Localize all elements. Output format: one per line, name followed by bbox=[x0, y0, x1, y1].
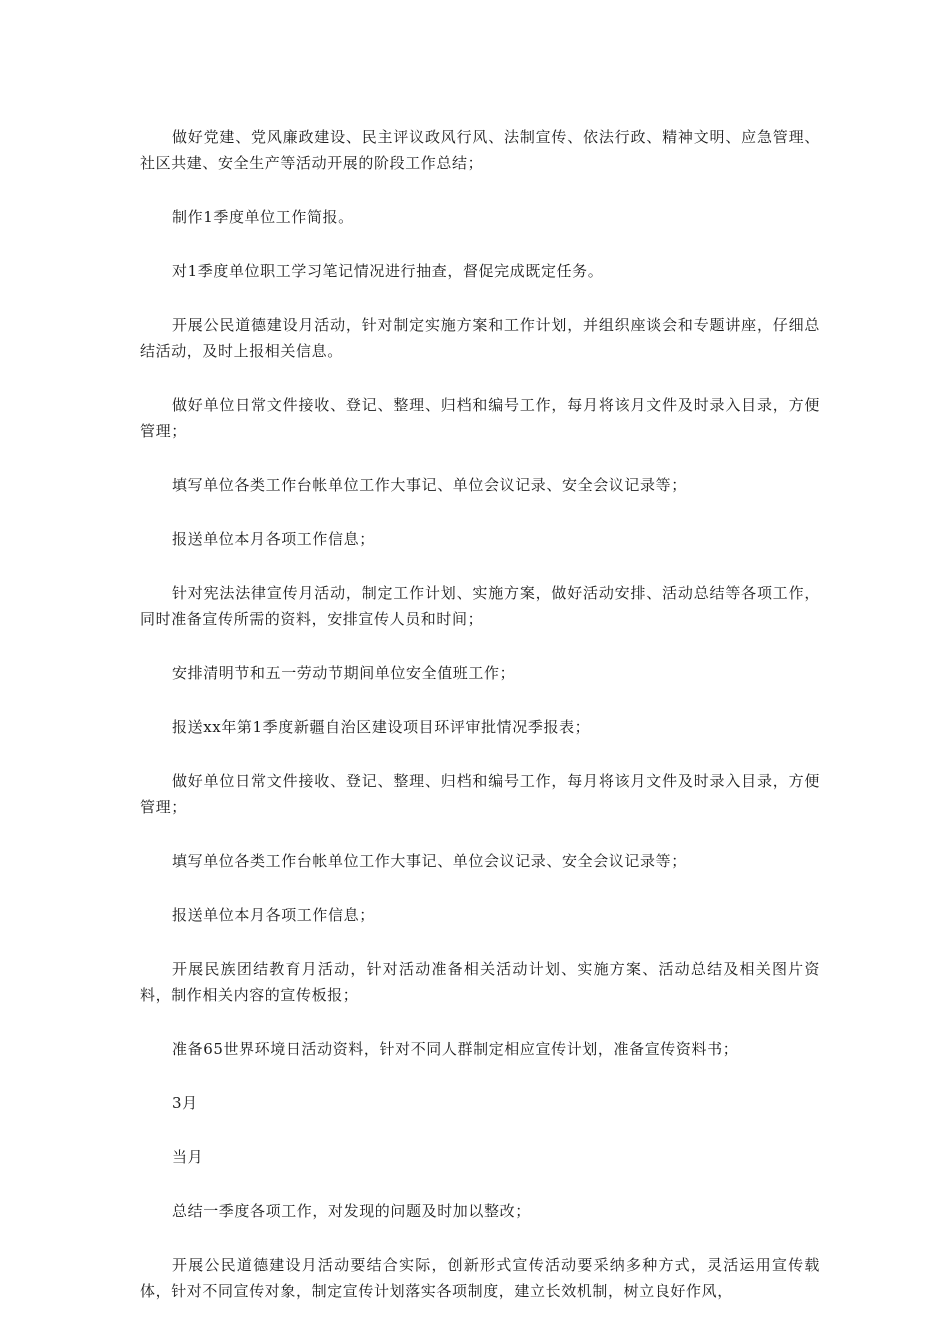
paragraph: 制作1季度单位工作简报。 bbox=[172, 208, 354, 226]
document-body bbox=[140, 124, 820, 1332]
paragraph: 针对宪法法律宣传月活动，制定工作计划、实施方案，做好活动安排、活动总结等各项工作，同时准备宣传所需的资料，安排宣传人员和时间； bbox=[140, 584, 820, 628]
paragraph: 对1季度单位职工学习笔记情况进行抽查，督促完成既定任务。 bbox=[172, 262, 604, 280]
paragraph: 做好党建、党风廉政建设、民主评议政风行风、法制宣传、依法行政、精神文明、应急管理、社区共建、安全生产等活动开展的阶段工作总结； bbox=[140, 128, 820, 172]
paragraph: 安排清明节和五一劳动节期间单位安全值班工作； bbox=[172, 664, 516, 682]
paragraph: 总结一季度各项工作，对发现的问题及时加以整改； bbox=[172, 1202, 531, 1220]
paragraph: 做好单位日常文件接收、登记、整理、归档和编号工作，每月将该月文件及时录入目录，方便管理； bbox=[140, 772, 820, 816]
paragraph: 准备65世界环境日活动资料，针对不同人群制定相应宣传计划，准备宣传资料书； bbox=[172, 1040, 739, 1058]
paragraph: 开展公民道德建设月活动，针对制定实施方案和工作计划，并组织座谈会和专题讲座，仔细总结活动，及时上报相关信息。 bbox=[140, 316, 820, 360]
paragraph: 3月 bbox=[172, 1094, 198, 1112]
paragraph: 当月 bbox=[172, 1148, 204, 1166]
paragraph: 报送xx年第1季度新疆自治区建设项目环评审批情况季报表； bbox=[172, 718, 591, 736]
paragraph: 报送单位本月各项工作信息； bbox=[172, 530, 375, 548]
paragraph: 填写单位各类工作台帐单位工作大事记、单位会议记录、安全会议记录等； bbox=[172, 476, 687, 494]
paragraph: 开展民族团结教育月活动，针对活动准备相关活动计划、实施方案、活动总结及相关图片资料，制作相关内容的宣传板报； bbox=[140, 960, 820, 1004]
paragraph: 报送单位本月各项工作信息； bbox=[172, 906, 375, 924]
paragraph: 填写单位各类工作台帐单位工作大事记、单位会议记录、安全会议记录等； bbox=[172, 852, 687, 870]
paragraph: 做好单位日常文件接收、登记、整理、归档和编号工作，每月将该月文件及时录入目录，方便管理； bbox=[140, 396, 820, 440]
paragraph: 开展公民道德建设月活动要结合实际，创新形式宣传活动要采纳多种方式，灵活运用宣传载体，针对不同宣传对象，制定宣传计划落实各项制度，建立长效机制，树立良好作风， bbox=[140, 1256, 820, 1300]
